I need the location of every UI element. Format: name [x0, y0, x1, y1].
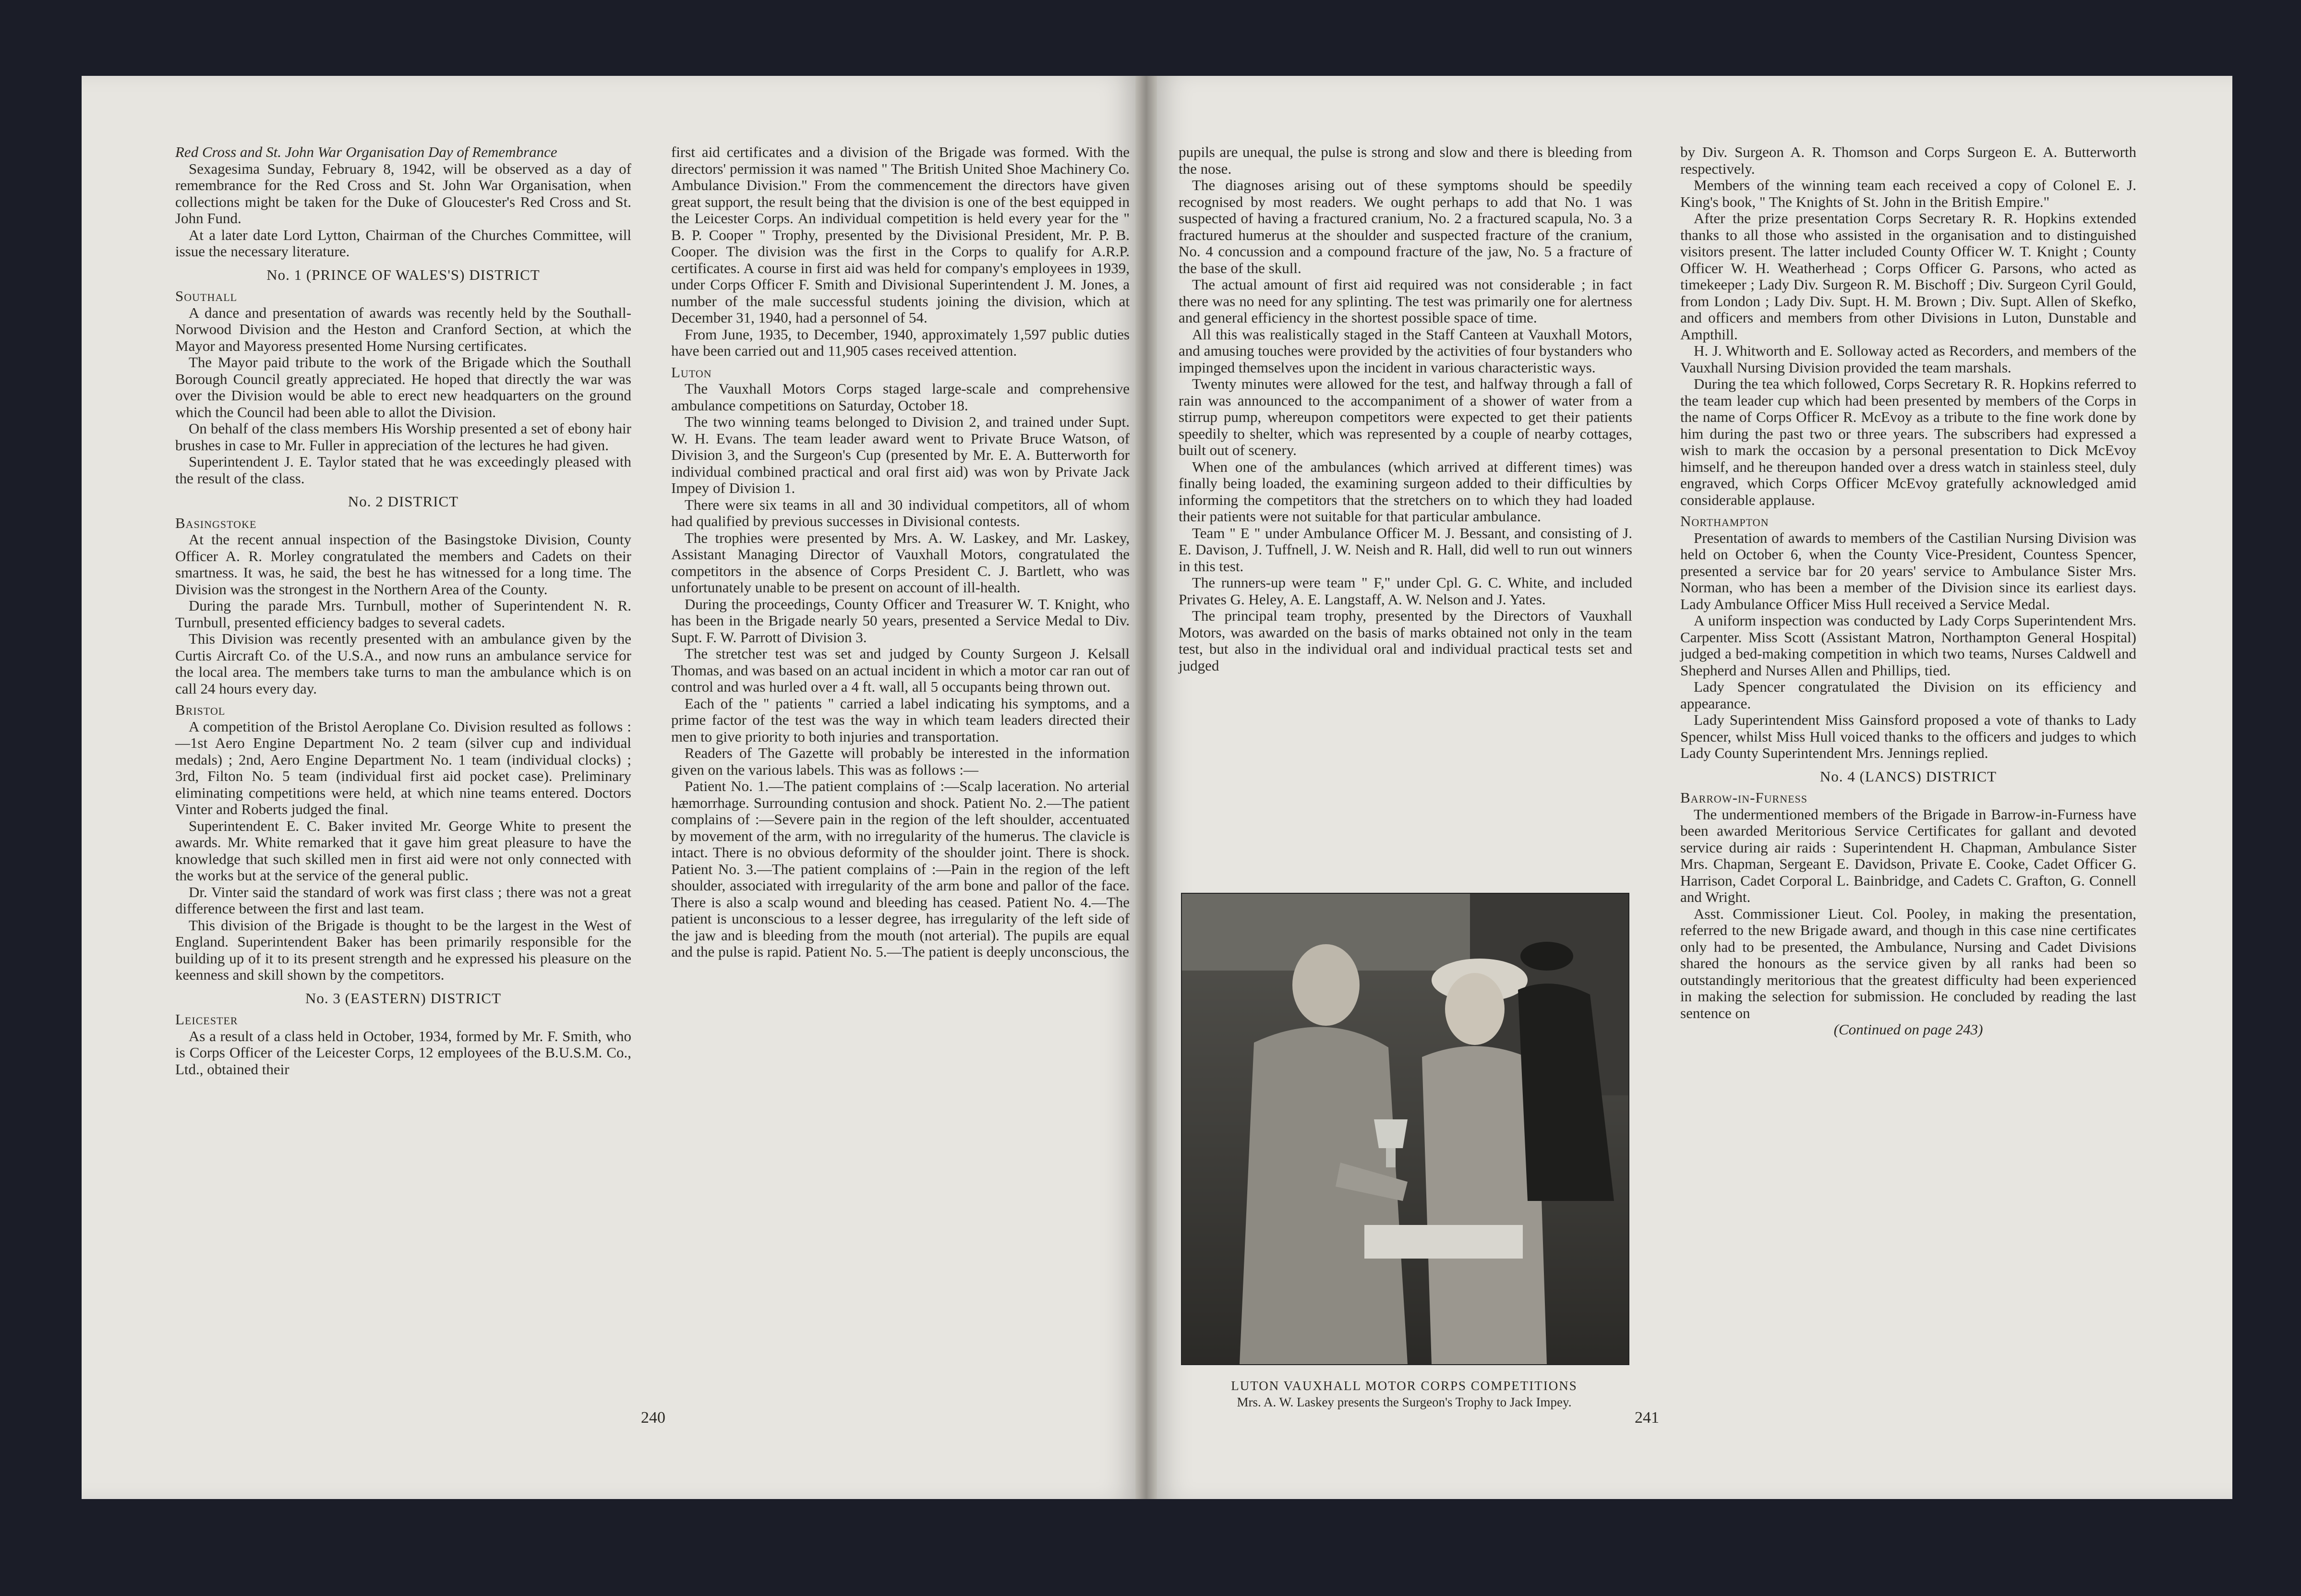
paragraph: A uniform inspection was conducted by Lady Corps Superintendent Mrs. Carpenter. Miss Scott (Assistant Matron, Northampton General Hospital) judged a bed-making competition in which two teams, Nurses Caldwell and Shepherd and Nurses Allen and Phillips, tied. [1680, 612, 2136, 679]
paragraph: The Vauxhall Motors Corps staged large-scale and comprehensive ambulance competitions on Saturday, October 18. [671, 380, 1130, 414]
left-column-2 [671, 144, 1130, 960]
paragraph: At a later date Lord Lytton, Chairman of the Churches Committee, will issue the necessary literature. [175, 226, 631, 260]
paragraph: H. J. Whitworth and E. Solloway acted as Recorders, and members of the Vauxhall Nursing Division provided the team marshals. [1680, 342, 2136, 376]
page-gutter [1135, 76, 1157, 1499]
paragraph: This division of the Brigade is thought to be the largest in the West of England. Superintendent Baker has been primarily responsible for the building up of it to its present strength and he expressed his pleasure on the keenness and skill shown by the competitors. [175, 916, 631, 983]
paragraph: The principal team trophy, presented by the Directors of Vauxhall Motors, was awarded on the basis of marks obtained not only in the team test, but also in the individual oral and individual practical tests set and judged [1179, 607, 1632, 674]
subheading: Leicester [175, 1011, 238, 1028]
subheading: Basingstoke [175, 514, 257, 531]
subheading: Northampton [1680, 513, 1769, 529]
paragraph: Members of the winning team each received a copy of Colonel E. J. King's book, " The Knights of St. John in the British Empire." [1680, 177, 2136, 210]
section-title: Red Cross and St. John War Organisation Day of Remembrance [175, 144, 557, 160]
caption-title: LUTON VAUXHALL MOTOR CORPS COMPETITIONS [1231, 1379, 1578, 1393]
paragraph: first aid certificates and a division of the Brigade was formed. With the directors' permission it was named " The British United Shoe Machinery Co. Ambulance Division." From the commencement the directors have given great support, the result being that the division is one of the best equipped in the Leicester Corps. An individual competition is held every year for the " B. P. Cooper " Trophy, presented by the Divisional President, Mr. P. B. Cooper. The division was the first in the Corps to qualify for A.R.P. certificates. A course in first aid was held for company's employees in 1939, under Corps Officer F. Smith and Divisional Superintendent J. M. Jones, a number of the male successful students joining the division, which at December 31, 1940, had a personnel of 54. [671, 144, 1130, 326]
paragraph: The runners-up were team " F," under Cpl. G. C. White, and included Privates G. Heley, A. E. Langstaff, A. W. Nelson and J. Yates. [1179, 574, 1632, 608]
paragraph: When one of the ambulances (which arrived at different times) was finally being loaded, the examining surgeon added to their difficulties by informing the competitors that the stretchers on to which they had loaded their patients were not suitable for that particular ambulance. [1179, 458, 1632, 525]
caption-text: Mrs. A. W. Laskey presents the Surgeon's Trophy to Jack Impey. [1237, 1395, 1572, 1409]
paragraph: As a result of a class held in October, 1934, formed by Mr. F. Smith, who is Corps Officer of the Leicester Corps, 12 employees of the B.U.S.M. Co., Ltd., obtained their [175, 1027, 631, 1078]
subheading: Southall [175, 288, 238, 304]
paragraph: Lady Superintendent Miss Gainsford proposed a vote of thanks to Lady Spencer, whilst Miss Hull voiced thanks to the officers and judges to which Lady County Superintendent Mrs. Jennings replied. [1680, 711, 2136, 761]
page-number: 240 [641, 1409, 665, 1427]
paragraph: After the prize presentation Corps Secretary R. R. Hopkins extended thanks to all those who assisted in the organisation and to distinguished visitors present. The latter included County Officer W. T. Knight ; County Officer W. H. Weatherhead ; Corps Officer G. Parsons, who acted as timekeeper ; Lady Div. Surgeon R. M. Bischoff ; Div. Surgeon Cyril Gould, from London ; Lady Div. Supt. H. M. Brown ; Div. Supt. Allen of Skefko, and officers and members from other Divisions in Luton, Dunstable and Ampthill. [1680, 210, 2136, 343]
district-heading: No. 3 (EASTERN) DISTRICT [305, 989, 502, 1007]
paragraph: The actual amount of first aid required was not considerable ; in fact there was no need for any splinting. The test was primarily one for alertness and general efficiency in the shortest possible space of time. [1179, 276, 1632, 326]
right-column-2 [1680, 144, 2136, 1038]
continued-note: (Continued on page 243) [1833, 1021, 1983, 1038]
paragraph: A dance and presentation of awards was recently held by the Southall-Norwood Division and the Heston and Cranford Section, at which the Mayor and Mayoress presented Home Nursing certificates. [175, 304, 631, 354]
paragraph: At the recent annual inspection of the Basingstoke Division, County Officer A. R. Morley congratulated the members and Cadets on their smartness. It was, he said, the best he has witnessed for a long time. The Division was the strongest in the Northern Area of the County. [175, 531, 631, 598]
subheading: Bristol [175, 701, 226, 718]
paragraph: by Div. Surgeon A. R. Thomson and Corps Surgeon E. A. Butterworth respectively. [1680, 144, 2136, 177]
paragraph: On behalf of the class members His Worship presented a set of ebony hair brushes in case to Mr. Fuller in appreciation of the lectures he had given. [175, 420, 631, 454]
photo-illustration [1182, 894, 1628, 1364]
paragraph: From June, 1935, to December, 1940, approximately 1,597 public duties have been carried out and 11,905 cases received attention. [671, 325, 1130, 359]
paragraph: During the tea which followed, Corps Secretary R. R. Hopkins referred to the team leader cup which had been presented by members of the Corps in the name of Corps Officer R. McEvoy as a tribute to the fine work done by him during the past two or three years. The subscribers had expressed a wish to mark the occasion by a personal presentation to Dick McEvoy himself, and he thereupon handed over a dress watch in stainless steel, duly engraved, which Corps Officer McEvoy gratefully acknowledged amid considerable applause. [1680, 375, 2136, 508]
paragraph: pupils are unequal, the pulse is strong and slow and there is bleeding from the nose. [1179, 144, 1632, 177]
paragraph: This Division was recently presented with an ambulance given by the Curtis Aircraft Co. of the U.S.A., and now runs an ambulance service for the local area. The members take turns to man the ambulance which is on call 24 hours every day. [175, 630, 631, 697]
subheading: Barrow-in-Furness [1680, 789, 1808, 806]
paragraph: Readers of The Gazette will probably be interested in the information given on the various labels. This was as follows :— [671, 744, 1130, 778]
paragraph: There were six teams in all and 30 individual competitors, all of whom had qualified by previous successes in Divisional contests. [671, 496, 1130, 529]
paragraph: All this was realistically staged in the Staff Canteen at Vauxhall Motors, and amusing touches were provided by the activities of four bystanders who impinged themselves upon the incident in various characteristic ways. [1179, 325, 1632, 376]
subheading: Luton [671, 363, 712, 381]
paragraph: The diagnoses arising out of these symptoms should be speedily recognised by most readers. We ought perhaps to add that No. 1 was suspected of having a fractured cranium, No. 2 a fractured scapula, No. 3 a fractured humerus at the shoulder and suspected fracture of the cranium, No. 4 concussion and a compound fracture of the jaw, No. 5 a fracture of the base of the skull. [1179, 177, 1632, 276]
paragraph: The undermentioned members of the Brigade in Barrow-in-Furness have been awarded Meritorious Service Certificates for gallant and devoted service during air raids : Superintendent H. Chapman, Ambulance Sister Mrs. Chapman, Sergeant E. Davidson, Private E. Cooke, Cadet Officer G. Harrison, Cadet Corporal L. Bainbridge, and Cadets C. Grafton, G. Connell and Wright. [1680, 805, 2136, 905]
paragraph: A competition of the Bristol Aeroplane Co. Division resulted as follows :—1st Aero Engine Department No. 2 team (silver cup and individual medals) ; 2nd, Aero Engine Department No. 1 team (individual clocks) ; 3rd, Filton No. 5 team (individual first aid pocket case). Preliminary eliminating competitions were held, at which nine teams entered. Doctors Vinter and Roberts judged the final. [175, 718, 631, 817]
paragraph: Lady Spencer congratulated the Division on its efficiency and appearance. [1680, 678, 2136, 712]
photo-caption [1174, 1378, 1635, 1410]
district-heading: No. 1 (PRINCE OF WALES'S) DISTRICT [266, 266, 540, 283]
district-heading: No. 4 (LANCS) DISTRICT [1819, 768, 1997, 785]
paragraph: Superintendent J. E. Taylor stated that he was exceedingly pleased with the result of the class. [175, 453, 631, 487]
presentation-photo [1181, 893, 1629, 1365]
right-column-1 [1179, 144, 1632, 674]
paragraph: Asst. Commissioner Lieut. Col. Pooley, in making the presentation, referred to the new Brigade award, and though in this case nine certificates only had to be presented, the Ambulance, Nursing and Cadet Divisions shared the honours as the service given by all ranks had been so outstandingly meritorious that the greatest difficulty had been experienced in making the selection for submission. He concluded by reading the last sentence on [1680, 905, 2136, 1021]
paragraph: The Mayor paid tribute to the work of the Brigade which the Southall Borough Council greatly appreciated. He hoped that directly the war was over the Division would be able to erect new headquarters on the ground which the Council had been able to allot the Division. [175, 354, 631, 420]
left-column-1 [175, 144, 631, 1078]
paragraph: The stretcher test was set and judged by County Surgeon J. Kelsall Thomas, and was based on an actual incident in which a motor car ran out of control and was hurled over a 4 ft. wall, all 5 occupants being thrown out. [671, 645, 1130, 695]
paragraph: Team " E " under Ambulance Officer M. J. Bessant, and consisting of J. E. Davison, J. Tuffnell, J. W. Neish and R. Hall, did well to run out winners in this test. [1179, 524, 1632, 575]
paragraph: The two winning teams belonged to Division 2, and trained under Supt. W. H. Evans. The team leader award went to Private Bruce Watson, of Division 3, and the Surgeon's Cup (presented by Mr. E. A. Butterworth for individual combined practical and oral first aid) was won by Private Jack Impey of Division 1. [671, 413, 1130, 496]
paragraph: Twenty minutes were allowed for the test, and halfway through a fall of rain was announced to the accompaniment of a shower of water from a stirrup pump, whereupon competitors were expected to get their patients speedily to shelter, which was represented by a couple of nearby cottages, built out of scenery. [1179, 375, 1632, 458]
paragraph: Presentation of awards to members of the Castilian Nursing Division was held on October 6, when the County Vice-President, Countess Spencer, presented a service bar for 20 years' service to Ambulance Sister Mrs. Norman, who has been a member of the Division since its earliest days. Lady Ambulance Officer Miss Hull received a Service Medal. [1680, 529, 2136, 612]
paragraph: Superintendent E. C. Baker invited Mr. George White to present the awards. Mr. White remarked that it gave him great pleasure to have the knowledge that such skilled men in first aid were not only connected with the works but at the service of the general public. [175, 817, 631, 884]
paragraph: Dr. Vinter said the standard of work was first class ; there was not a great difference between the first and last team. [175, 883, 631, 917]
paragraph: Each of the " patients " carried a label indicating his symptoms, and a prime factor of the test was the way in which team leaders directed their men to give priority to both injuries and transportation. [671, 695, 1130, 745]
paragraph: Sexagesima Sunday, February 8, 1942, will be observed as a day of remembrance for the Red Cross and St. John War Organisation, when collections might be taken for the Duke of Gloucester's Red Cross and St. John Fund. [175, 160, 631, 227]
paragraph: During the parade Mrs. Turnbull, mother of Superintendent N. R. Turnbull, presented efficiency badges to several cadets. [175, 597, 631, 631]
paragraph: During the proceedings, County Officer and Treasurer W. T. Knight, who has been in the Brigade nearly 50 years, presented a Service Medal to Div. Supt. F. W. Parrott of Division 3. [671, 595, 1130, 646]
paragraph: Patient No. 1.—The patient complains of :—Scalp laceration. No arterial hæmorrhage. Surrounding contusion and shock. Patient No. 2.—The patient complains of :—Severe pain in the region of the left shoulder, accentuated by movement of the arm, with no irregularity of the humerus. The clavicle is intact. There is no obvious deformity of the shoulder joint. There is shock. Patient No. 3.—The patient complains of :—Pain in the region of the left shoulder, associated with irregularity of the arm bone and pallor of the face. There is also a scalp wound and bleeding has ceased. Patient No. 4.—The patient is unconscious to a lesser degree, has irregularity of the left side of the jaw and is bleeding from the mouth (not arterial). The pupils are equal and the pulse is rapid. Patient No. 5.—The patient is deeply unconscious, the [671, 778, 1130, 960]
district-heading: No. 2 DISTRICT [348, 493, 459, 510]
page-number: 241 [1635, 1409, 1659, 1427]
paragraph: The trophies were presented by Mrs. A. W. Laskey, and Mr. Laskey, Assistant Managing Director of Vauxhall Motors, congratulated the competitors in the absence of Corps President C. J. Bartlett, who was unfortunately unable to be present on account of ill-health. [671, 529, 1130, 596]
